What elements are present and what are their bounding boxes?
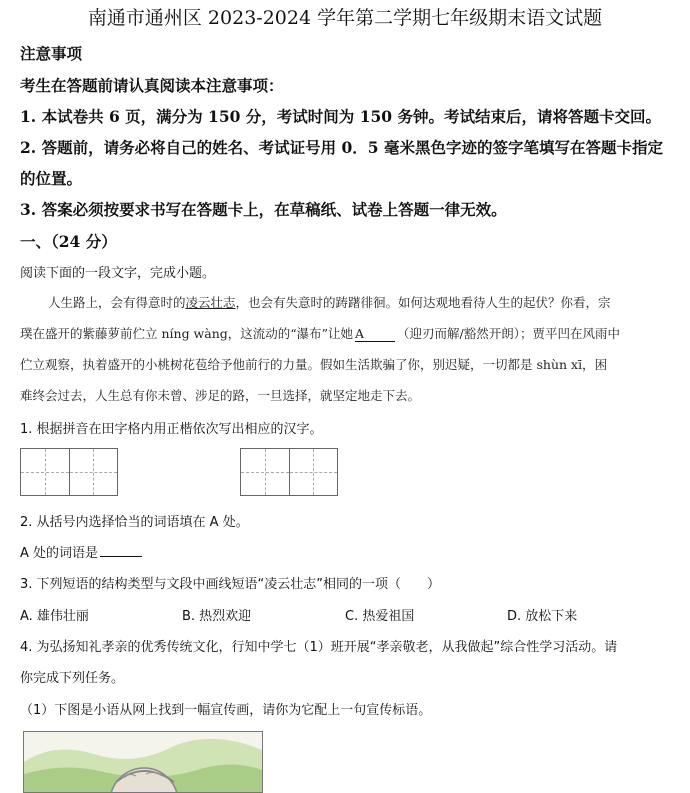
section-instruction: 阅读下面的一段文字，完成小题。 — [20, 266, 216, 281]
option-d[interactable]: D. 放松下来 — [507, 609, 578, 624]
underlined-phrase: 凌云壮志 — [185, 295, 236, 310]
option-b[interactable]: B. 热烈欢迎 — [182, 609, 252, 624]
notice-item-3: 3. 答案必须按要求书写在答题卡上，在草稿纸、试卷上答题一律无效。 — [20, 200, 507, 219]
blank-a: A — [355, 326, 395, 342]
tianzige-cell[interactable] — [21, 449, 70, 495]
tianzige-grid-2[interactable] — [240, 448, 338, 496]
question-2: 2. 从括号内选择恰当的词语填在 A 处。 — [20, 515, 249, 530]
passage-text: 璞在盛开的紫藤萝前伫立 níng wàng，这流动的“瀑布”让她 — [20, 326, 354, 341]
passage-line-3: 伫立观察，执着盛开的小桃树花苞给予他前行的力量。假如生活欺骗了你，别迟疑，一切都是 shùn xī，困 — [20, 357, 608, 372]
exam-title: 南通市通州区 2023-2024 学年第二学期七年级期末语文试题 — [87, 7, 603, 29]
question-3: 3. 下列短语的结构类型与文段中画线短语“凌云壮志”相同的一项（ ） — [20, 577, 441, 592]
propaganda-poster-image — [23, 731, 263, 793]
notice-heading: 注意事项 — [20, 44, 83, 63]
option-a[interactable]: A. 雄伟壮丽 — [20, 609, 89, 624]
section-heading: 一、（24 分） — [20, 232, 117, 251]
passage-text: ，也会有失意时的踌躇徘徊。如何达观地看待人生的起伏？你看，宗 — [235, 295, 611, 310]
question-4-line-1: 4. 为弘扬知礼孝亲的优秀传统文化，行知中学七（1）班开展“孝亲敬老，从我做起”综合性学习活动。请 — [20, 640, 618, 655]
question-1: 1. 根据拼音在田字格内用正楷依次写出相应的汉字。 — [20, 422, 323, 437]
answer-blank[interactable] — [100, 556, 142, 557]
passage-text: （迎刃而解/豁然开朗）；贾平凹在风雨中 — [397, 326, 621, 341]
tianzige-cell[interactable] — [70, 449, 118, 495]
option-c[interactable]: C. 热爱祖国 — [345, 609, 415, 624]
notice-item-1: 1. 本试卷共 6 页，满分为 150 分，考试时间为 150 务钟。考试结束后，请将答题卡交回。 — [20, 107, 661, 126]
poster-illustration — [24, 732, 262, 792]
question-4-line-2: 你完成下列任务。 — [20, 671, 125, 686]
passage-text: 人生路上，会有得意时的 — [48, 295, 186, 310]
notice-item-2-cont: 的位置。 — [20, 169, 83, 188]
notice-item-2: 2. 答题前，请务必将自己的姓名、考试证号用 0．5 毫米黑色字迹的签字笔填写在答题卡指定 — [20, 138, 663, 157]
tianzige-cell[interactable] — [290, 449, 338, 495]
passage-line-4: 难终会过去，人生总有你未曾、涉足的路，一旦选择，就坚定地走下去。 — [20, 388, 421, 403]
tianzige-cell[interactable] — [241, 449, 290, 495]
passage-line-1 — [48, 293, 611, 311]
question-4-sub-1: （1）下图是小语从网上找到一幅宣传画，请你为它配上一句宣传标语。 — [20, 703, 432, 718]
question-2-answer — [20, 542, 142, 561]
notice-intro: 考生在答题前请认真阅读本注意事项： — [20, 76, 284, 95]
tianzige-grid-1[interactable] — [20, 448, 118, 496]
answer-label: A 处的词语是 — [20, 546, 99, 561]
passage-line-2 — [20, 324, 620, 342]
